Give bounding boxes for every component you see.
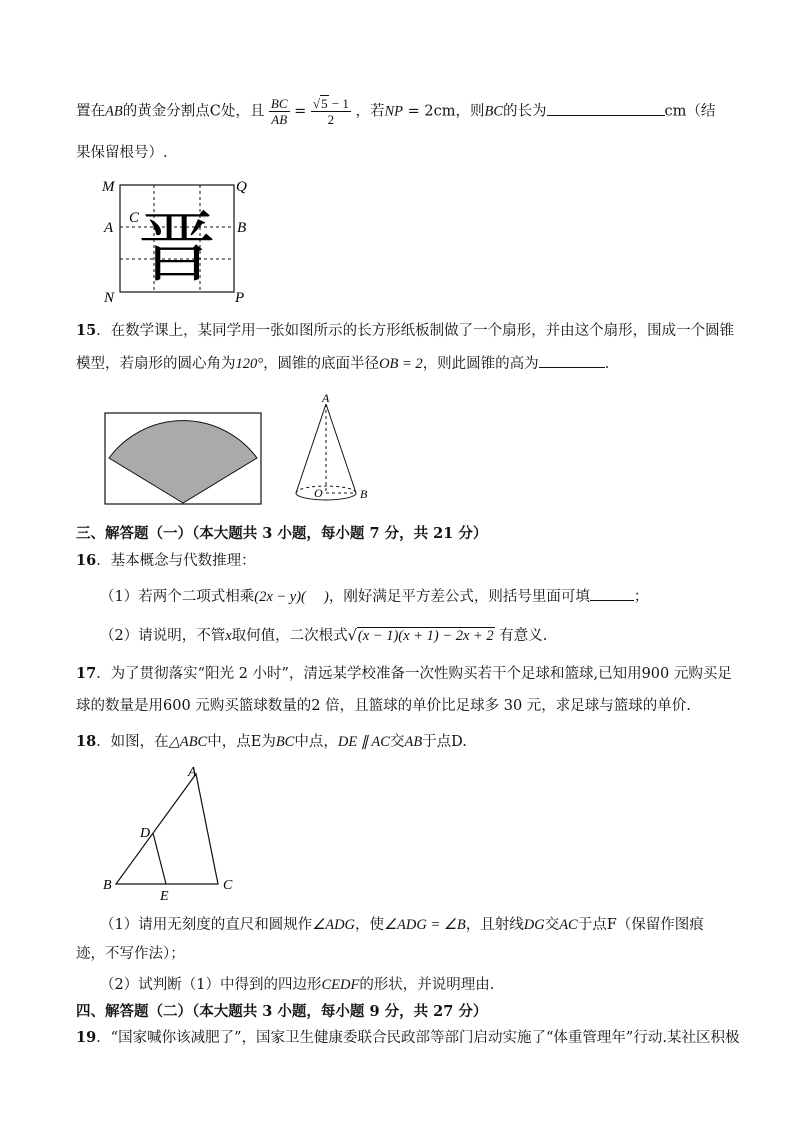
q18-part2: （2）试判断（1）中得到的四边形CEDF的形状，并说明理由. (100, 977, 495, 993)
figure-14-rectangle (96, 172, 266, 307)
svg-text:D: D (140, 826, 151, 841)
q15-line2: 模型，若扇形的圆心角为120°，圆锥的底面半径OB = 2，则此圆锥的高为 ． (76, 353, 619, 374)
answer-blank[interactable] (590, 586, 634, 601)
fraction-golden: $\frac{√5 - 1}{2}$ (312, 96, 349, 127)
q17-line1: 17．为了贯彻落实“阳光 2 小时”，清远某学校准备一次性购买若干个足球和篮球,已知用900 元购买足 (76, 665, 732, 682)
svg-text:C: C (223, 878, 233, 893)
svg-text:N: N (104, 290, 115, 306)
q14-line1: 置在AB的黄金分割点C处，且 $\frac{BC}{AB}$ = $\frac{√5 - 1}{2}$ ，若NP = 2cm，则BC的长为 cm（结 (76, 96, 716, 127)
figure-18-triangle (96, 760, 246, 900)
section-4-title: 四、解答题（二）（本大题共 3 小题，每小题 9 分，共 27 分） (76, 1003, 488, 1020)
jin-character: 晋 (137, 203, 217, 293)
fraction-bc-ab: $\frac{BC}{AB}$ (270, 96, 288, 127)
section-3-title: 三、解答题（一）（本大题共 3 小题，每小题 7 分，共 21 分） (76, 525, 488, 542)
q18-part1: （1）请用无刻度的直尺和圆规作∠ADG，使∠ADG = ∠B，且射线DG交AC于点F（保留作图痕 (100, 917, 704, 933)
q16-part1: （1）若两个二项式相乘(2x − y)( )，刚好满足平方差公式，则括号里面可填 ； (100, 586, 648, 607)
q19-line1: 19．“国家喊你该减肥了”，国家卫生健康委联合民政部等部门启动实施了“体重管理年”行动.某社区积极 (76, 1029, 740, 1046)
svg-text:B: B (103, 878, 112, 893)
q16-part2: （2）请说明，不管x取何值，二次根式√(x − 1)(x + 1) − 2x + 2 有意义. (100, 628, 548, 644)
q18-part1-line2: 迹，不写作法）； (76, 946, 185, 962)
svg-text:A: A (188, 765, 197, 780)
svg-text:A: A (104, 220, 114, 236)
q16-title: 16．基本概念与代数推理： (76, 552, 256, 569)
svg-text:P: P (235, 290, 245, 306)
q18-line1: 18．如图，在△ABC中，点E为BC中点，DE ∥ AC交AB于点D. (76, 733, 467, 750)
svg-text:E: E (160, 889, 169, 900)
q14-line2: 果保留根号）. (76, 145, 168, 161)
q17-line2: 球的数量是用600 元购买篮球数量的2 倍，且篮球的单价比足球多 30 元，求足球与篮球的单价. (76, 698, 691, 714)
q15-line1: 15．在数学课上，某同学用一张如图所示的长方形纸板制做了一个扇形，并由这个扇形，围成一个圆锥 (76, 322, 735, 339)
svg-text:C: C (129, 210, 140, 226)
svg-text:B: B (237, 220, 247, 236)
svg-text:M: M (102, 179, 115, 195)
figure-15-sector (104, 412, 266, 506)
svg-text:B: B (360, 487, 368, 501)
svg-text:Q: Q (236, 179, 247, 195)
figure-15-cone (288, 390, 378, 505)
svg-text:A: A (322, 391, 330, 405)
svg-text:O: O (314, 486, 323, 500)
answer-blank[interactable] (547, 101, 665, 116)
answer-blank[interactable] (539, 353, 605, 368)
